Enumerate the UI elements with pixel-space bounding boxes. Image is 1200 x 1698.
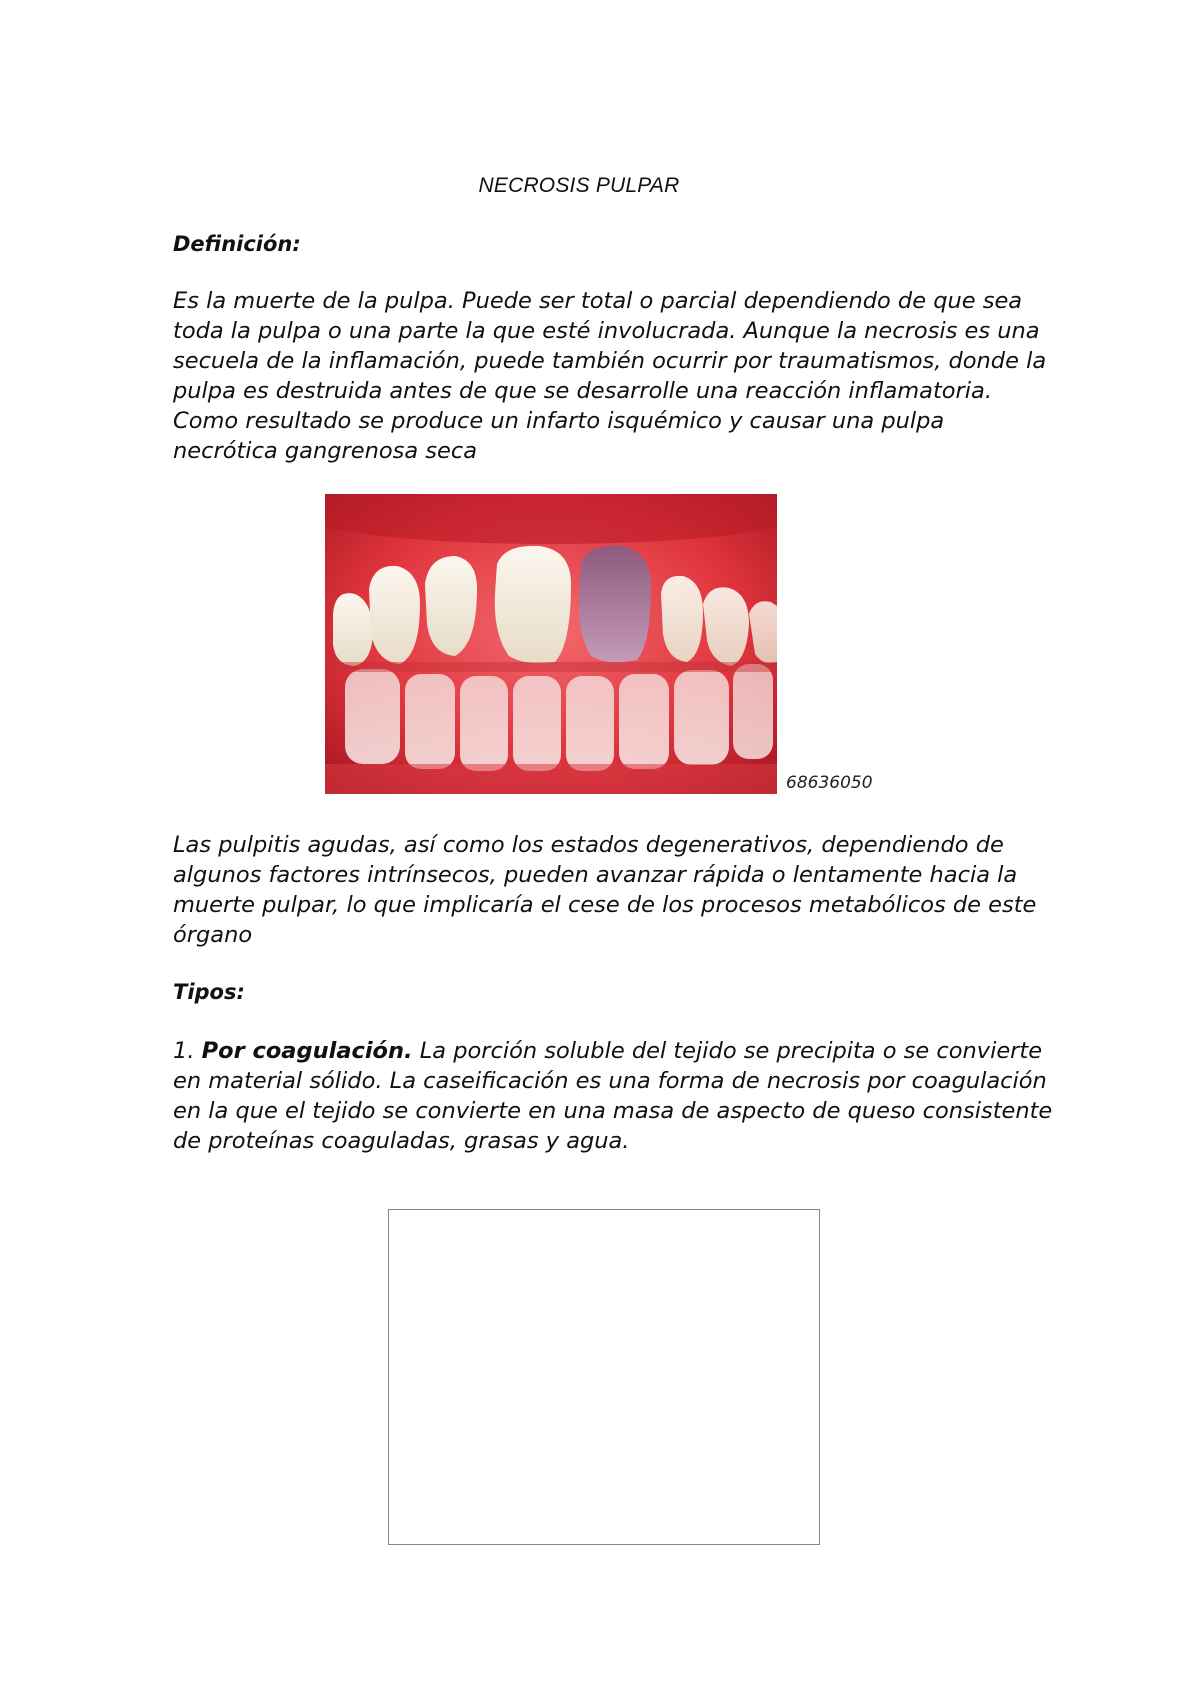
types-heading: Tipos: xyxy=(173,980,245,1004)
type-item-coagulation xyxy=(173,1036,1053,1156)
type-name: Por coagulación. xyxy=(201,1038,413,1064)
type-number: 1. xyxy=(173,1038,195,1064)
necrotic-tooth-photo xyxy=(325,494,777,794)
page-title: NECROSIS PULPAR xyxy=(478,174,680,197)
type-description: La porción soluble del tejido se precipita o se convierte en material sólido. La caseificación es una forma de necrosis por coagulación en la que el tejido se convierte en una masa de aspecto de queso consistente de proteínas coaguladas, grasas y agua. xyxy=(173,1038,1053,1154)
pulpitis-paragraph: Las pulpitis agudas, así como los estados degenerativos, dependiendo de algunos factores intrínsecos, pueden avanzar rápida o lentamente hacia la muerte pulpar, lo que implicaría el cese de los procesos metabólicos de este órgano xyxy=(173,832,1037,948)
empty-image-frame xyxy=(388,1209,820,1545)
definition-paragraph: Es la muerte de la pulpa. Puede ser total o parcial dependiendo de que sea toda la pulpa o una parte la que esté involucrada. Aunque la necrosis es una secuela de la inflamación, puede también ocurrir por traumatismos, donde la pulpa es destruida antes de que se desarrolle una reacción inflamatoria. Como resultado se produce un infarto isquémico y causar una pulpa necrótica gangrenosa seca xyxy=(173,288,1047,464)
definition-heading: Definición: xyxy=(173,232,301,256)
necrotic-tooth xyxy=(579,546,651,662)
image-caption: 68636050 xyxy=(786,773,873,793)
